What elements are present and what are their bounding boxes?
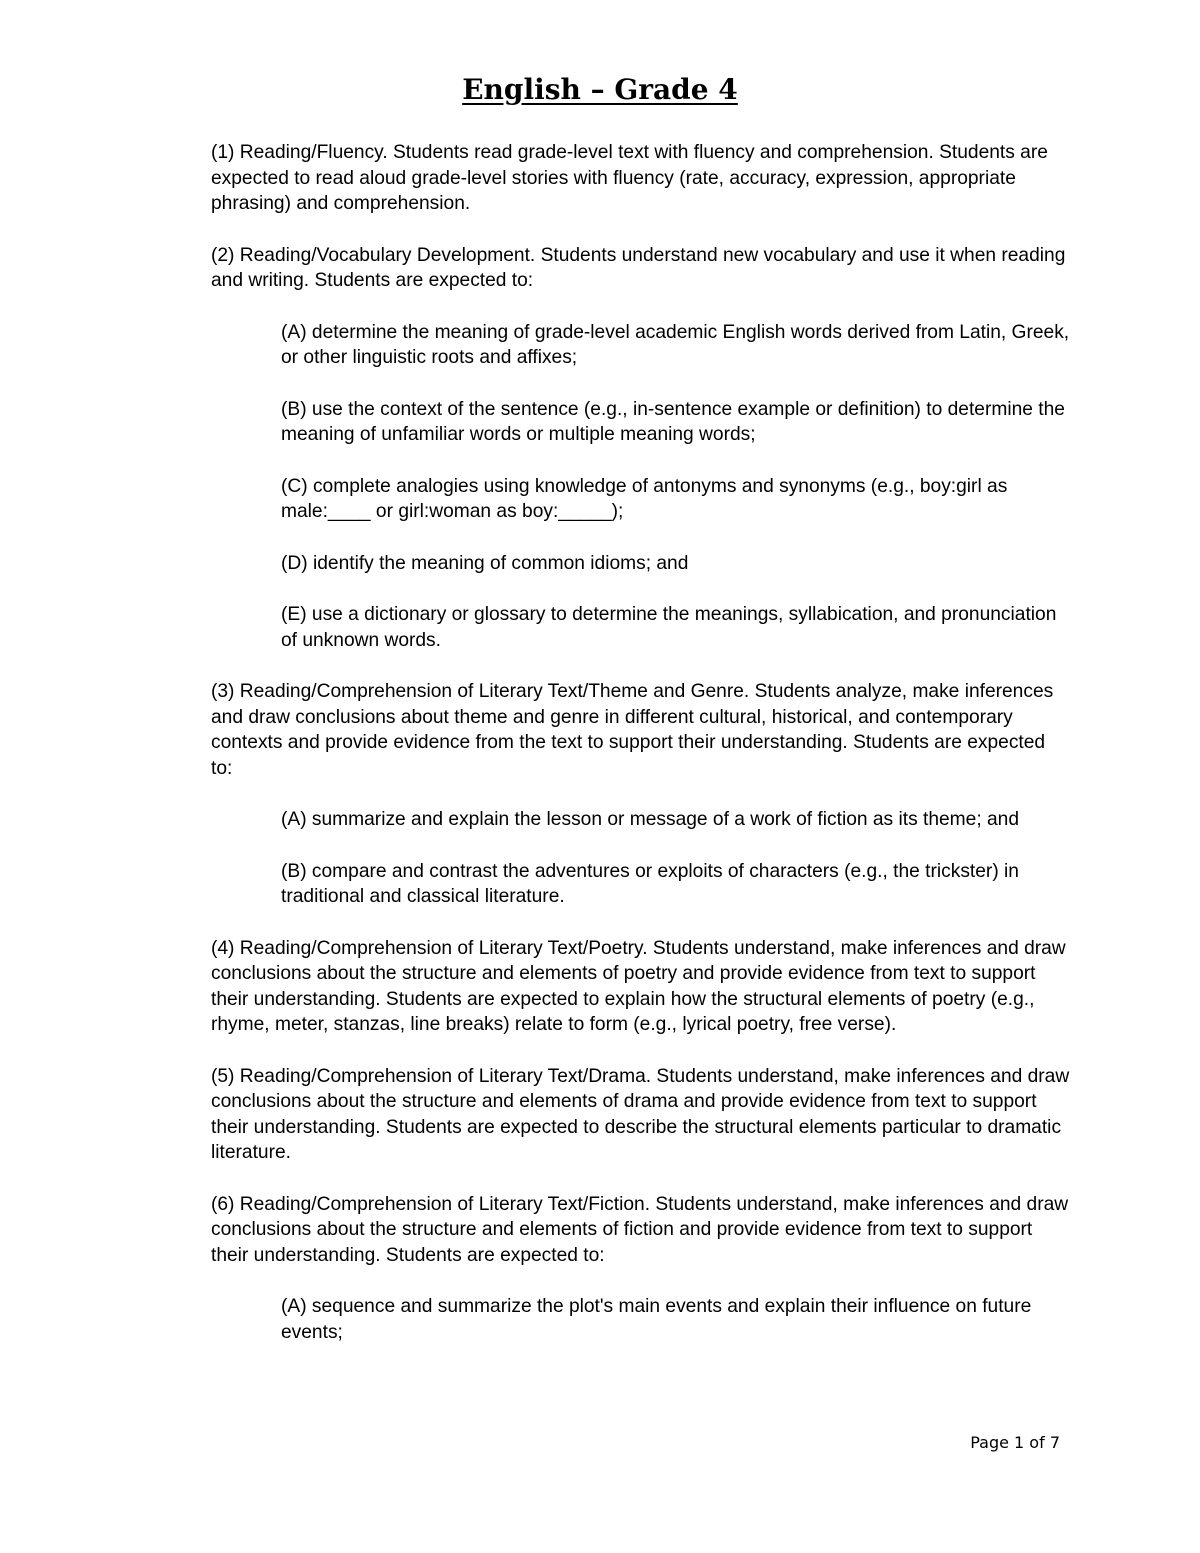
standard-2e: (E) use a dictionary or glossary to determine the meanings, syllabication, and pronunciation of unknown words. bbox=[281, 604, 1057, 651]
standard-4-poetry: (4) Reading/Comprehension of Literary Text/Poetry. Students understand, make inferences and draw conclusions about the structure and elements of poetry and provide evidence from text to support their understanding. Students are expected to explain how the structural elements of poetry (e.g., rhyme, meter, stanzas, line breaks) relate to form (e.g., lyrical poetry, free verse). bbox=[211, 937, 1066, 1035]
page-title bbox=[0, 70, 1200, 110]
standard-6a: (A) sequence and summarize the plot's main events and explain their influence on future events; bbox=[281, 1296, 1032, 1343]
standard-2a: (A) determine the meaning of grade-level academic English words derived from Latin, Greek, or other linguistic roots and affixes; bbox=[281, 321, 1070, 368]
page-number: Page 1 of 7 bbox=[970, 1433, 1060, 1452]
standard-2-vocabulary-development: (2) Reading/Vocabulary Development. Students understand new vocabulary and use it when reading and writing. Students are expected to: bbox=[211, 244, 1066, 291]
standard-5-drama: (5) Reading/Comprehension of Literary Text/Drama. Students understand, make inferences and draw conclusions about the structure and elements of drama and provide evidence from text to support their understanding. Students are expected to describe the structural elements particular to dramatic literature. bbox=[211, 1065, 1070, 1163]
standard-2d: (D) identify the meaning of common idioms; and bbox=[281, 552, 689, 574]
page-title-text: English – Grade 4 bbox=[462, 73, 738, 106]
standard-3-theme-and-genre: (3) Reading/Comprehension of Literary Text/Theme and Genre. Students analyze, make inferences and draw conclusions about theme and genre in different cultural, historical, and contemporary contexts and provide evidence from the text to support their understanding. Students are expected to: bbox=[211, 681, 1054, 779]
standard-3a: (A) summarize and explain the lesson or message of a work of fiction as its theme; and bbox=[281, 809, 1019, 830]
document-body bbox=[211, 140, 1071, 1371]
standard-2c: (C) complete analogies using knowledge of antonyms and synonyms (e.g., boy:girl as male:____ or girl:woman as boy:_____); bbox=[281, 475, 1008, 522]
standard-2b: (B) use the context of the sentence (e.g., in-sentence example or definition) to determine the meaning of unfamiliar words or multiple meaning words; bbox=[281, 398, 1065, 445]
standard-6-fiction: (6) Reading/Comprehension of Literary Text/Fiction. Students understand, make inferences and draw conclusions about the structure and elements of fiction and provide evidence from text to support their understanding. Students are expected to: bbox=[211, 1193, 1069, 1266]
standard-1-reading-fluency: (1) Reading/Fluency. Students read grade-level text with fluency and comprehension. Students are expected to read aloud grade-level stories with fluency (rate, accuracy, expression, appropriate phrasing) and comprehension. bbox=[211, 142, 1048, 214]
standard-3b: (B) compare and contrast the adventures or exploits of characters (e.g., the trickster) in traditional and classical literature. bbox=[281, 860, 1019, 907]
